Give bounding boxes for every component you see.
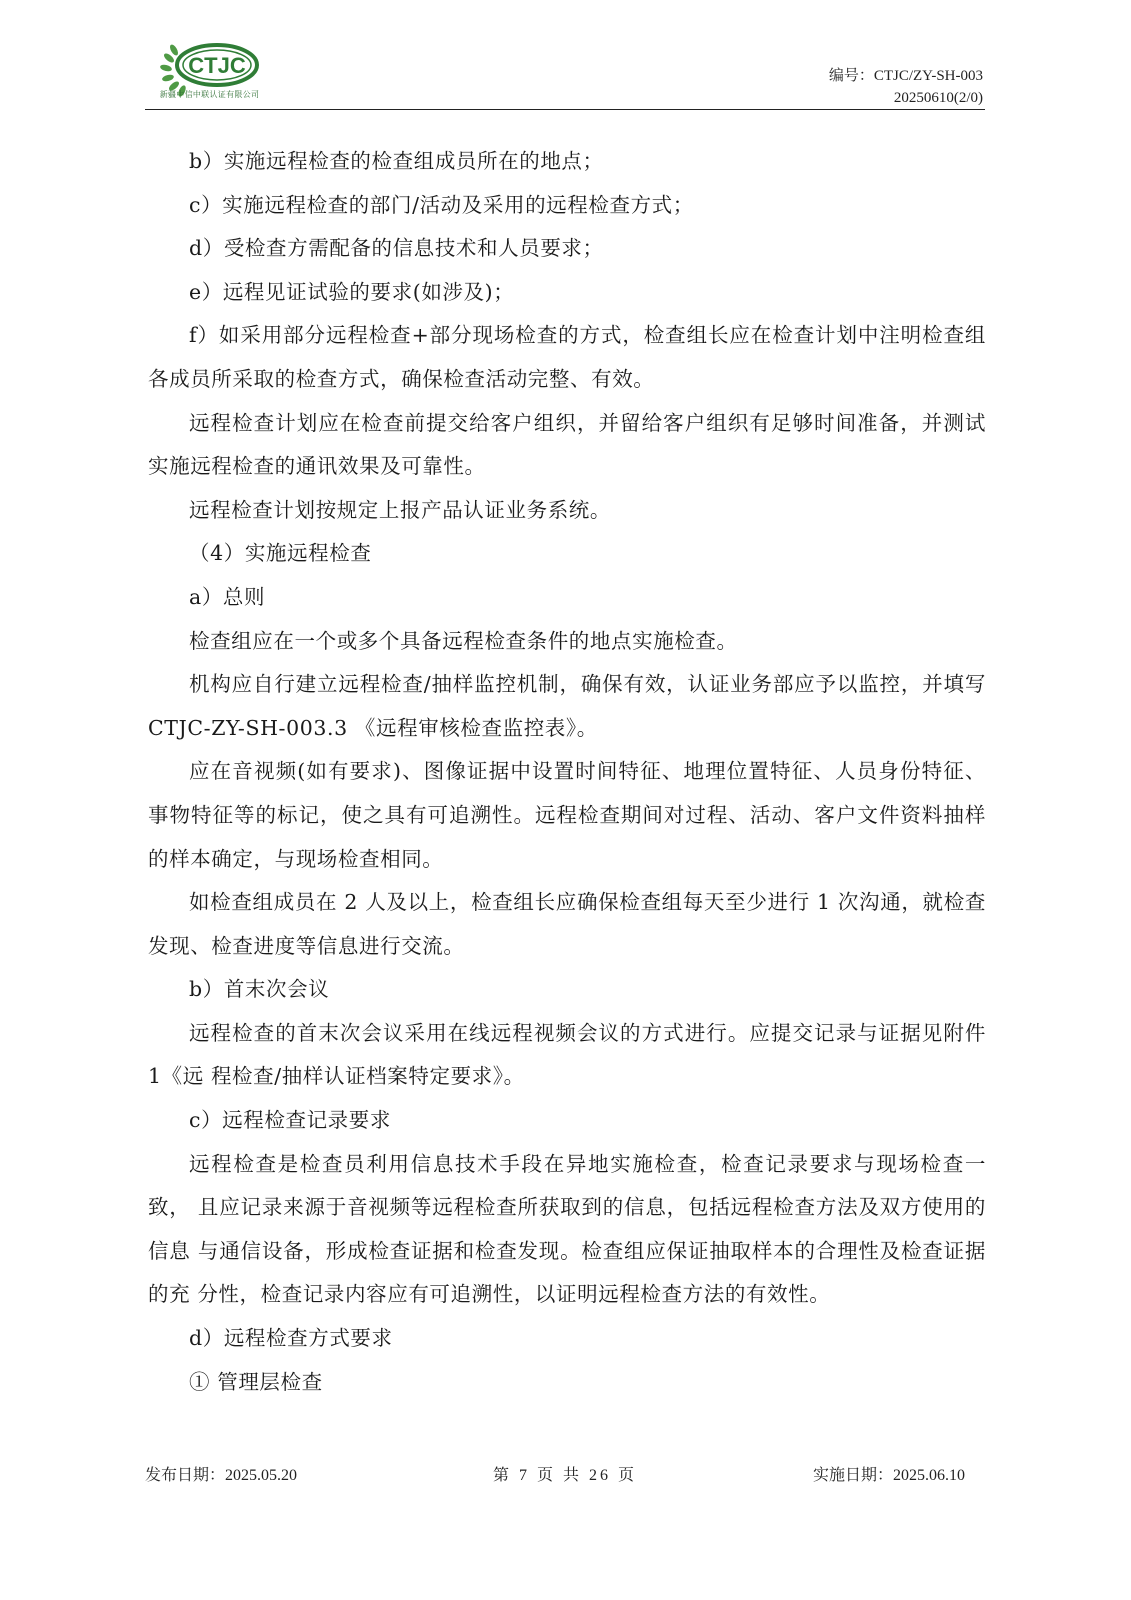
paragraph: 远程检查计划应在检查前提交给客户组织，并留给客户组织有足够时间准备，并测试 实施远程检查的通讯效果及可靠性。 [148, 410, 986, 479]
section-heading: （4）实施远程检查 [189, 541, 372, 566]
paragraph: 远程检查是检查员利用信息技术手段在异地实施检查，检查记录要求与现场检查一致， 且应记录来源于音视频等远程检查所获取到的信息，包括远程检查方法及双方使用的信息 与通信设备，形成检查证据和检查发现。检查组应保证抽取样本的合理性及检查证据的充 分性，检查记录内容应有可追溯性，以证明远程检查方法的有效性。 [148, 1151, 986, 1307]
document-number: 编号：CTJC/ZY-SH-003 [828, 68, 983, 84]
paragraph: 远程检查计划按规定上报产品认证业务系统。 [189, 497, 611, 522]
page-number: 第 7 页 共 26 页 [492, 1467, 637, 1484]
header-divider [145, 109, 985, 110]
list-item: ① 管理层检查 [189, 1369, 323, 1394]
company-name: 新疆中信中联认证有限公司 [159, 90, 260, 99]
paragraph: 远程检查的首末次会议采用在线远程视频会议的方式进行。应提交记录与证据见附件 1《远 程检查/抽样认证档案特定要求》。 [148, 1020, 986, 1089]
page-footer [145, 1462, 985, 1486]
paragraph: 机构应自行建立远程检查/抽样监控机制，确保有效，认证业务部应予以监控，并填写 CTJC-ZY-SH-003.3 《远程审核检查监控表》。 [148, 672, 986, 740]
effective-date: 实施日期：2025.06.10 [812, 1467, 965, 1484]
subsection-heading: a）总则 [189, 584, 266, 609]
logo-mark: CTJC [188, 53, 246, 78]
subsection-heading: c）远程检查记录要求 [189, 1108, 391, 1133]
paragraph: d）受检查方需配备的信息技术和人员要求； [189, 236, 604, 261]
paragraph: b）实施远程检查的检查组成员所在的地点； [189, 149, 604, 173]
document-number-block [829, 65, 983, 109]
paragraph: e）远程见证试验的要求(如涉及)； [189, 279, 515, 304]
paragraph: c）实施远程检查的部门/活动及采用的远程检查方式； [189, 192, 694, 217]
document-body [148, 140, 986, 1404]
paragraph: 检查组应在一个或多个具备远程检查条件的地点实施检查。 [189, 628, 738, 653]
paragraph: 应在音视频(如有要求)、图像证据中设置时间特征、地理位置特征、人员身份特征、事物特征等的标记，使之具有可追溯性。远程检查期间对过程、活动、客户文件资料抽样的样本确定，与现场检查相同。 [148, 759, 986, 871]
document-version: 20250610(2/0) [893, 90, 983, 106]
subsection-heading: d）远程检查方式要求 [189, 1326, 393, 1351]
issue-date: 发布日期：2025.05.20 [145, 1467, 298, 1484]
subsection-heading: b）首末次会议 [189, 977, 330, 1002]
paragraph: f）如采用部分远程检查+部分现场检查的方式，检查组长应在检查计划中注明检查组各成员所采取的检查方式，确保检查活动完整、有效。 [148, 323, 986, 391]
paragraph: 如检查组成员在 2 人及以上，检查组长应确保检查组每天至少进行 1 次沟通，就检查发现、检查进度等信息进行交流。 [148, 890, 986, 958]
